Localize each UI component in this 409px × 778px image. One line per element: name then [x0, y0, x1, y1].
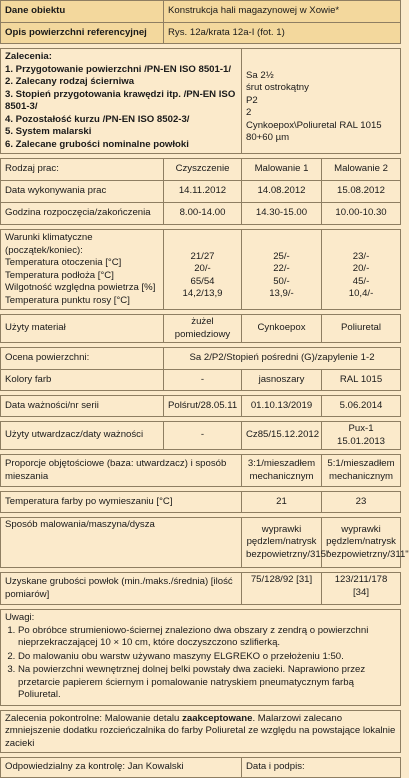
opis-label: Opis powierzchni referencyjnej [1, 23, 164, 44]
obiekt-label: Dane obiektu [1, 1, 164, 23]
row-temp-farby [1, 492, 401, 513]
sposob-1: wyprawki pędzlem/natrysk bezpowietrzny/315" [242, 518, 322, 568]
kolory-1: - [164, 370, 242, 391]
warunki-1-c3: 23/- [352, 250, 370, 262]
opis-value: Rys. 12a/krata 12a-I (fot. 1) [164, 23, 401, 44]
temp-farby-label: Temperatura farby po wymieszaniu [°C] [1, 492, 242, 513]
col-czyszczenie: Czyszczenie [164, 159, 242, 181]
row-opis [1, 23, 401, 44]
utwardzacz-1: - [164, 422, 242, 450]
utwardzacz-label: Użyty utwardzacz/daty ważności [1, 422, 164, 450]
obiekt-value: Konstrukcja hali magazynowej w Xowie* [164, 1, 401, 23]
row-utwardzacz [1, 422, 401, 450]
row-sposob [1, 518, 401, 568]
material-label: Użyty materiał [1, 315, 164, 343]
grubosci-1: 75/128/92 [31] [242, 573, 322, 605]
row-proporcje [1, 455, 401, 487]
warunki-2-label: Temperatura podłoża [°C] [5, 269, 114, 281]
zalecenie-5-value: Cynkoepox\Poliuretal RAL 1015 [246, 119, 382, 131]
warunki-3-c2: 50/- [273, 275, 290, 287]
material-2: Cynkoepox [242, 315, 322, 343]
zalecenie-2-value: śrut ostrokątny [246, 82, 309, 94]
row-kontrola [1, 710, 401, 753]
kontrola-prefix: Zalecenia pokontrolne: Malowanie detalu [5, 712, 183, 724]
col-malowanie-1: Malowanie 1 [242, 159, 322, 181]
utwardzacz-3: Pux-1 15.01.2013 [322, 422, 401, 450]
zalecenia-labels [1, 49, 242, 154]
kontrola-suffix: . Malarzowi zalecano zmniejszenie dodatku rozcieńczalnika do farby Poliuretal ze względu na powstające lokalnie zacieki [5, 712, 396, 749]
row-footer [1, 758, 401, 778]
warunki-czyszczenie [164, 230, 242, 310]
uwaga-1: 1. Po obróbce strumieniowo-ściernej znaleziono dwa obszary z zendrą o powierzchni nieprzekraczającej 10 × 10 cm, które doczyszczono szlifierką. [18, 625, 396, 650]
uwagi-title: Uwagi: [5, 612, 35, 623]
material-1: żużel pomiedziowy [164, 315, 242, 343]
waznosc-3: 5.06.2014 [322, 396, 401, 417]
warunki-1-label: Temperatura otoczenia [°C] [5, 257, 122, 268]
grubosci-label: Uzyskane grubości powłok (min./maks./średnia) [ilość pomiarów] [1, 573, 242, 605]
row-rodzaj-prac [1, 159, 401, 181]
col-malowanie-2: Malowanie 2 [322, 159, 401, 181]
warunki-3-label: Wilgotność względna powietrza [%] [5, 282, 156, 293]
zalecenie-5-label: 5. System malarski [5, 126, 92, 137]
warunki-3-c1: 65/54 [190, 275, 215, 287]
warunki-labels [1, 230, 164, 310]
row-uwagi [1, 610, 401, 706]
data-prac-2: 14.08.2012 [242, 181, 322, 203]
uwagi [1, 610, 401, 706]
warunki-4-label: Temperatura punktu rosy [°C] [5, 294, 130, 306]
zalecenie-3-label: 3. Stopień przygotowania krawędzi itp. /PN-EN ISO 8501-3/ [5, 88, 236, 112]
grubosci-2: 123/211/178 [34] [322, 573, 401, 605]
warunki-malowanie-1 [242, 230, 322, 310]
uwagi-list [5, 625, 396, 702]
proporcje-label: Proporcje objętościowe (baza: utwardzacz) i sposób mieszania [1, 455, 242, 487]
kolory-2: jasnoszary [242, 370, 322, 391]
warunki-malowanie-2 [322, 230, 401, 310]
waznosc-label: Data ważności/nr serii [1, 396, 164, 417]
row-ocena [1, 348, 401, 370]
proporcje-1: 3:1/mieszadłem mechanicznym [242, 455, 322, 487]
data-prac-label: Data wykonywania prac [1, 181, 164, 203]
sposob-label: Sposób malowania/maszyna/dysza [1, 518, 242, 568]
godzina-2: 14.30-15.00 [242, 203, 322, 225]
kontrola-status: zaakceptowane [182, 712, 253, 724]
warunki-4-c2: 13,9/- [269, 288, 294, 300]
warunki-2-c2: 22/- [273, 263, 290, 275]
temp-farby-2: 23 [322, 492, 401, 513]
row-godzina [1, 203, 401, 225]
zalecenie-4-label: 4. Pozostałość kurzu /PN-EN ISO 8502-3/ [5, 113, 190, 125]
zalecenia-values [242, 49, 401, 154]
uwaga-2: 2. Do malowaniu obu warstw używano maszyny ELGREKO o przełożeniu 1:50. [18, 651, 396, 664]
zalecenie-1-value: Sa 2½ [246, 69, 274, 81]
zalecenie-6-value: 80+60 µm [246, 132, 290, 144]
waznosc-2: 01.10.13/2019 [242, 396, 322, 417]
row-waznosc [1, 396, 401, 417]
warunki-4-c1: 14,2/13,9 [182, 288, 223, 300]
godzina-1: 8.00-14.00 [164, 203, 242, 225]
zalecenie-1-label: 1. Przygotowanie powierzchni /PN-EN ISO 8501-1/ [5, 63, 232, 75]
row-data-prac [1, 181, 401, 203]
kolory-label: Kolory farb [1, 370, 164, 391]
temp-farby-1: 21 [242, 492, 322, 513]
proporcje-2: 5:1/mieszadłem mechanicznym [322, 455, 401, 487]
zalecenia-pokontrolne [1, 710, 401, 753]
zalecenie-2-label: 2. Zalecany rodzaj ścierniwa [5, 76, 135, 87]
godzina-label: Godzina rozpoczęcia/zakończenia [1, 203, 164, 225]
uwaga-3: 3. Na powierzchni wewnętrznej dolnej belki powstały dwa zacieki. Naprawiono przez przetarcie papierem ściernym i pomalowanie natryskiem pneumatycznym farbą Poliuretal. [18, 664, 396, 702]
row-obiekt [1, 1, 401, 23]
warunki-1-c1: 21/27 [190, 250, 215, 262]
data-podpis: Data i podpis: [242, 758, 401, 778]
warunki-1-c2: 25/- [273, 250, 290, 262]
warunki-3-c3: 45/- [352, 275, 370, 287]
warunki-title: Warunki klimatyczne (początek/koniec): [5, 232, 93, 256]
data-prac-3: 15.08.2012 [322, 181, 401, 203]
zalecenie-3-value: P2 [246, 94, 258, 106]
odpowiedzialny: Odpowiedzialny za kontrolę: Jan Kowalski [1, 758, 242, 778]
row-material [1, 315, 401, 343]
kolory-3: RAL 1015 [322, 370, 401, 391]
warunki-2-c1: 20/- [194, 263, 211, 275]
data-prac-1: 14.11.2012 [164, 181, 242, 203]
material-3: Poliuretal [322, 315, 401, 343]
zalecenie-4-value: 2 [246, 107, 252, 119]
warunki-4-c3: 10,4/- [348, 288, 374, 300]
rodzaj-prac-label: Rodzaj prac: [1, 159, 164, 181]
zalecenie-6-label: 6. Zalecane grubości nominalne powłoki [5, 138, 189, 150]
waznosc-1: Polśrut/28.05.11 [164, 396, 242, 417]
row-kolory [1, 370, 401, 391]
utwardzacz-2: Cz85/15.12.2012 [242, 422, 322, 450]
zalecenia-title: Zalecenia: [5, 51, 52, 62]
sposob-2: wyprawki pędzlem/natrysk bezpowietrzny/311" [322, 518, 401, 568]
row-zalecenia [1, 49, 401, 154]
ocena-label: Ocena powierzchni: [1, 348, 164, 370]
warunki-2-c3: 20/- [352, 263, 370, 275]
row-grubosci [1, 573, 401, 605]
row-warunki [1, 230, 401, 310]
ocena-value: Sa 2/P2/Stopień pośredni (G)/zapylenie 1-2 [164, 348, 401, 370]
godzina-3: 10.00-10.30 [322, 203, 401, 225]
